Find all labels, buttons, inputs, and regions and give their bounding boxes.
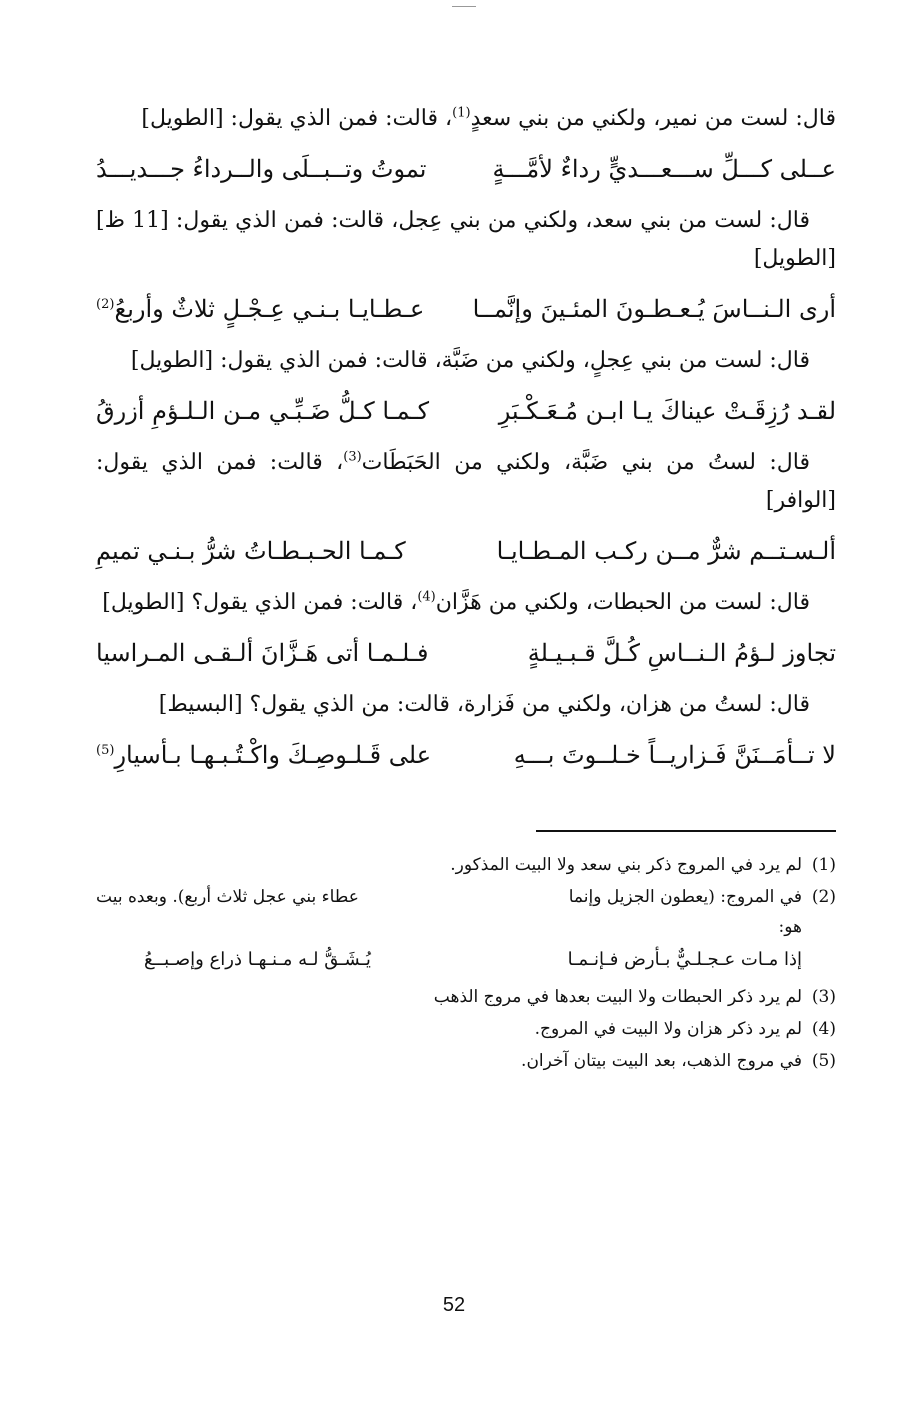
poem-verse [96, 734, 836, 776]
footnote-quote-end: عطاء بني عجل ثلاث أربع). وبعده بيت [96, 887, 359, 907]
footnote-number: (2) [811, 887, 836, 907]
prose-paragraph [96, 342, 836, 380]
verse-second-hemistich [96, 390, 429, 432]
verse-second-hemistich-text: كـمـا كـلُّ ضَـبِّـي مـن الـلـؤمِ أزرقُ [96, 397, 430, 425]
footnote-quote-line [96, 882, 802, 912]
verse-first-hemistich: أرى الـنــاسَ يُـعـطـونَ المئـينَ وإنَّمــا [472, 295, 836, 323]
prose-text-tail: ، قالت: فمن الذي يقول: [الطويل] [141, 106, 453, 131]
footnote-item [96, 1046, 836, 1076]
verse-second-hemistich-text: على قَـلـوصِـكَ واكْـتُـبـهـا بـأسيارِ [114, 741, 432, 769]
poem-verse [96, 530, 836, 572]
verse-first-hemistich: ألـسـتــم شرٌّ مــن ركـب المـطـايـا [496, 537, 836, 565]
verse-second-hemistich [96, 148, 426, 190]
verse-second-hemistich [96, 632, 428, 674]
footnote-verse [144, 944, 802, 976]
prose-text: قال: لست من بني عِجلٍ، ولكني من ضَبَّة، قالت: فمن الذي يقول: [الطويل] [130, 348, 810, 373]
verse-first-hemistich: عــلى كـــلِّ ســـعـــديٍّ رداءٌ لأمَّـــةٍ [492, 155, 836, 183]
footnote-item [96, 850, 836, 880]
footnote-number: (1) [811, 855, 836, 875]
footnote-verse-first-hemistich: إذا مـات عـجـلـيٌّ بـأرض فـإنـمـا [567, 949, 802, 970]
footnote-number: (3) [811, 987, 836, 1007]
footnote-text: لم يرد ذكر الحبطات ولا البيت بعدها في مروج الذهب [433, 987, 802, 1007]
poem-verse [96, 288, 836, 330]
prose-paragraph [96, 100, 836, 138]
prose-paragraph [96, 686, 836, 724]
prose-text: قال: لست من بني سعد، ولكني من بني عِجل، قالت: فمن الذي يقول: [11 ظ] [الطويل] [96, 208, 836, 271]
footnote-quote-start: في المروج: (يعطون الجزيل وإنما [568, 887, 802, 907]
verse-second-hemistich-text: عـطـايـا بـنـي عِـجْـلٍ ثلاثٌ وأربعُ [114, 295, 425, 323]
poem-verse [96, 390, 836, 432]
footnote-text: لم يرد ذكر هزان ولا البيت في المروج. [534, 1019, 802, 1039]
prose-paragraph [96, 584, 836, 622]
footnote-reference: (5) [96, 743, 115, 758]
footnote-number: (4) [811, 1019, 836, 1039]
footnote-text: لم يرد في المروج ذكر بني سعد ولا البيت المذكور. [450, 855, 802, 875]
poem-verse [96, 632, 836, 674]
prose-text-tail: ، قالت: فمن الذي يقول: [الوافر] [96, 450, 836, 513]
footnote-item [96, 982, 836, 1012]
footnote-verse-second-hemistich: يُـشَـقُّ لـه مـنـهـا ذراع وإصـبــعُ [144, 949, 371, 970]
footnote-reference: (1) [452, 105, 471, 121]
top-margin-mark [452, 6, 476, 7]
verse-first-hemistich: لا تــأمَــنَنَّ فَـزاريــاً خـلــوتَ بـــهِ [513, 741, 836, 769]
verse-second-hemistich-text: كـمـا الحـبـطـاتُ شرُّ بـنـي تميمِ [96, 537, 406, 565]
prose-text: قال: لست من نمير، ولكني من بني سعدٍ [470, 106, 836, 131]
prose-paragraph [96, 202, 836, 278]
footnote-number: (5) [811, 1051, 836, 1071]
book-page [96, 100, 836, 1078]
footnote-text: في مروج الذهب، بعد البيت بيتان آخران. [521, 1051, 802, 1071]
footnote-reference: (2) [96, 297, 115, 312]
verse-second-hemistich [96, 288, 424, 330]
prose-text: قال: لست من الحبطات، ولكني من هَزَّان [435, 590, 810, 615]
footnote-continuation: هو: [778, 917, 802, 937]
footnote-separator [536, 830, 836, 832]
verse-first-hemistich: تجاوز لـؤمُ الـنــاسِ كُـلَّ قـبـيـلةٍ [527, 639, 836, 667]
footnotes [96, 850, 836, 1076]
footnote-text [96, 882, 802, 942]
prose-text-tail: ، قالت: فمن الذي يقول؟ [الطويل] [102, 590, 418, 615]
verse-first-hemistich: لقـد رُزِقَـتْ عيناكَ يـا ابـن مُـعَـكْـبَرِ [498, 397, 836, 425]
verse-second-hemistich [96, 734, 431, 776]
footnote-reference: (4) [417, 589, 436, 605]
verse-second-hemistich-text: فـلـمـا أتى هَـزَّانَ ألـقـى المـراسيا [96, 639, 429, 667]
footnote-reference: (3) [343, 449, 362, 465]
prose-text: قال: لستُ من هزان، ولكني من فَزارة، قالت: من الذي يقول؟ [البسيط] [158, 692, 810, 717]
verse-second-hemistich [96, 530, 406, 572]
footnote-item [96, 882, 836, 942]
page-number: 52 [442, 1294, 466, 1316]
body-text [96, 100, 836, 776]
verse-second-hemistich-text: تموتُ وتــبــلَى والــرداءُ جـــديـــدُ [96, 155, 427, 183]
footnote-item [96, 1014, 836, 1044]
prose-paragraph [96, 444, 836, 520]
poem-verse [96, 148, 836, 190]
prose-text: قال: لستُ من بني ضَبَّة، ولكني من الحَبَطَات [361, 450, 810, 475]
